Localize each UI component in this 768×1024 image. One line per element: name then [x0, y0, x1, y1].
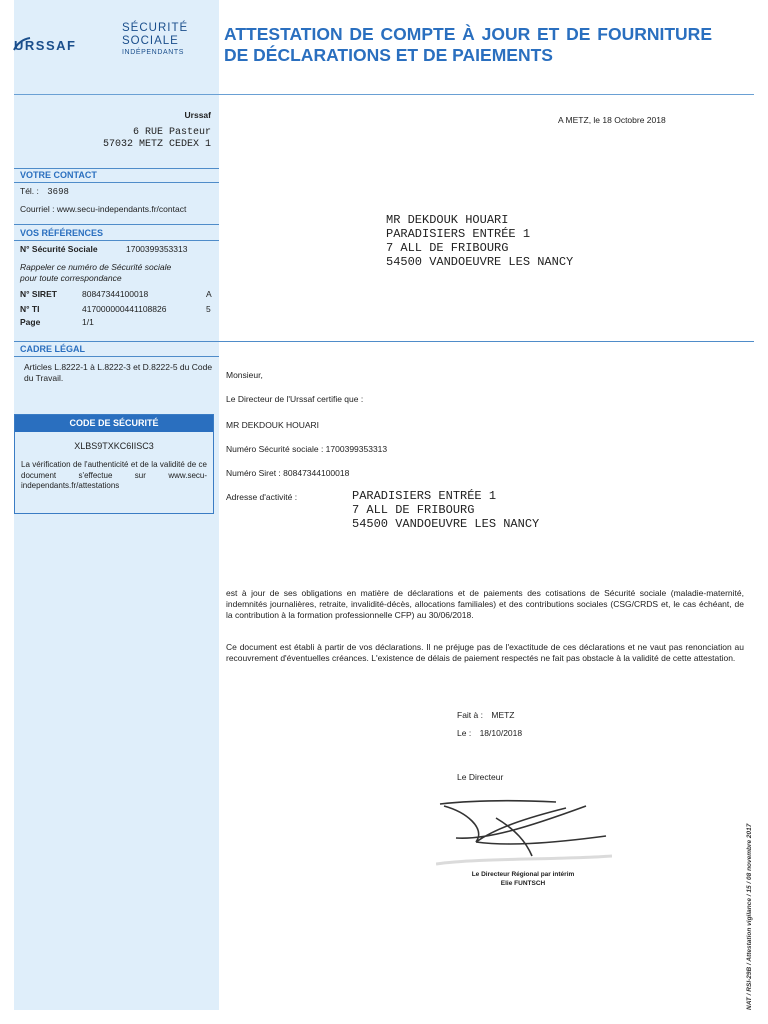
ss-number-line: Numéro Sécurité sociale : 1700399353313	[226, 444, 388, 454]
certified-name: MR DEKDOUK HOUARI	[226, 420, 320, 430]
paragraph-obligations: est à jour de ses obligations en matière de déclarations et de paiements des cotisations de Sécurité sociale (maladie-maternité, indemnités journalières, retraite, invalidité-décès, allocations familiales) et des contributions sociales (CSG/CRDS et, le cas échéant, de la contribution à la formation professionnelle CFP) au 30/06/2018.	[226, 588, 744, 620]
document-title: ATTESTATION DE COMPTE À JOUR ET DE FOURNITURE DE DÉCLARATIONS ET DE PAIEMENTS	[224, 24, 712, 65]
ref-ti-suffix: 5	[206, 304, 211, 314]
recipient-line3: 7 ALL DE FRIBOURG	[386, 241, 509, 255]
mail-value[interactable]: www.secu-independants.fr/contact	[56, 204, 187, 214]
contact-mail	[20, 204, 215, 214]
sender-street: 6 RUE Pasteur	[132, 127, 211, 138]
logo-brand: URSSAF	[14, 38, 77, 53]
ref-ti-value: 417000000441108826	[82, 304, 167, 314]
activity-address-line1: PARADISIERS ENTRÉE 1	[352, 489, 497, 503]
ref-page	[20, 317, 215, 327]
references-heading: VOS RÉFÉRENCES	[14, 228, 219, 241]
contact-heading: VOTRE CONTACT	[14, 170, 219, 183]
place-date: A METZ, le 18 Octobre 2018	[558, 115, 666, 125]
logo-line3: INDÉPENDANTS	[122, 49, 185, 56]
contact-top-rule	[14, 168, 219, 169]
references-top-rule	[14, 224, 219, 225]
tel-value: 3698	[47, 187, 69, 197]
le-label: Le :	[457, 728, 472, 738]
director-title: Le Directeur	[457, 772, 504, 782]
security-text: La vérification de l'authenticité et de la validité de ce document s'effectue sur www.secu-independants.fr/attestations	[21, 460, 207, 490]
director-signature	[436, 798, 612, 870]
sender-name: Urssaf	[184, 110, 211, 120]
form-reference: NAT / RSI-29B / Attestation vigilance / 15 / 08 novembre 2017	[746, 823, 753, 1010]
ref-ss-value: 1700399353313	[126, 244, 188, 254]
recipient-line4: 54500 VANDOEUVRE LES NANCY	[386, 255, 574, 269]
recipient-line2: PARADISIERS ENTRÉE 1	[386, 227, 531, 241]
legal-top-rule	[14, 341, 754, 342]
ref-reminder: Rappeler ce numéro de Sécurité sociale pour toute correspondance	[20, 262, 172, 283]
ref-page-value: 1/1	[82, 317, 94, 327]
ref-ti-label: N° TI	[20, 304, 40, 314]
logo-securite-sociale	[122, 22, 188, 60]
logo-line1: SÉCURITÉ	[122, 22, 189, 34]
ref-ss	[20, 244, 215, 254]
contact-tel	[20, 186, 215, 197]
address-label: Adresse d'activité :	[226, 492, 298, 502]
activity-address-line2: 7 ALL DE FRIBOURG	[352, 503, 475, 517]
signature-caption-title: Le Directeur Régional par intérim	[471, 871, 575, 878]
ref-ti	[20, 304, 215, 314]
ref-page-label: Page	[20, 317, 41, 327]
legal-text: Articles L.8222-1 à L.8222-3 et D.8222-5 du Code du Travail.	[24, 362, 213, 383]
date-le	[457, 728, 522, 738]
activity-address-line3: 54500 VANDOEUVRE LES NANCY	[352, 517, 540, 531]
certify-line: Le Directeur de l'Urssaf certifie que :	[226, 394, 364, 404]
siret-number-line: Numéro Siret : 80847344100018	[226, 468, 350, 478]
le-value: 18/10/2018	[479, 728, 523, 738]
security-heading: CODE DE SÉCURITÉ	[15, 415, 213, 432]
ref-siret-value: 80847344100018	[82, 289, 149, 299]
mail-label: Courriel :	[20, 204, 55, 214]
recipient-line1: MR DEKDOUK HOUARI	[386, 213, 509, 227]
ref-siret-suffix: A	[206, 289, 212, 299]
legal-heading: CADRE LÉGAL	[14, 344, 219, 357]
ref-siret	[20, 289, 215, 299]
tel-label: Tél. :	[20, 186, 39, 196]
header-divider	[14, 94, 754, 95]
security-code: XLBS9TXKC6IISC3	[74, 441, 154, 451]
logo-line2: SOCIALE	[122, 34, 179, 47]
fait-label: Fait à :	[457, 710, 483, 720]
ref-ss-label: N° Sécurité Sociale	[20, 244, 98, 254]
ref-siret-label: N° SIRET	[20, 289, 57, 299]
paragraph-disclaimer: Ce document est établi à partir de vos déclarations. Il ne préjuge pas de l'exactitude de ces déclarations et ne vaut pas renonciation au recouvrement d'éventuelles créances. L'existence de délais de paiement respectés ne fait pas obstacle à la validité de cette attestation.	[226, 642, 744, 663]
fait-a	[457, 710, 515, 720]
salutation: Monsieur,	[226, 370, 263, 380]
fait-value: METZ	[491, 710, 515, 720]
sender-city: 57032 METZ CEDEX 1	[102, 139, 211, 150]
security-code-box	[14, 414, 214, 514]
signature-caption-name: Elie FUNTSCH	[500, 880, 546, 887]
